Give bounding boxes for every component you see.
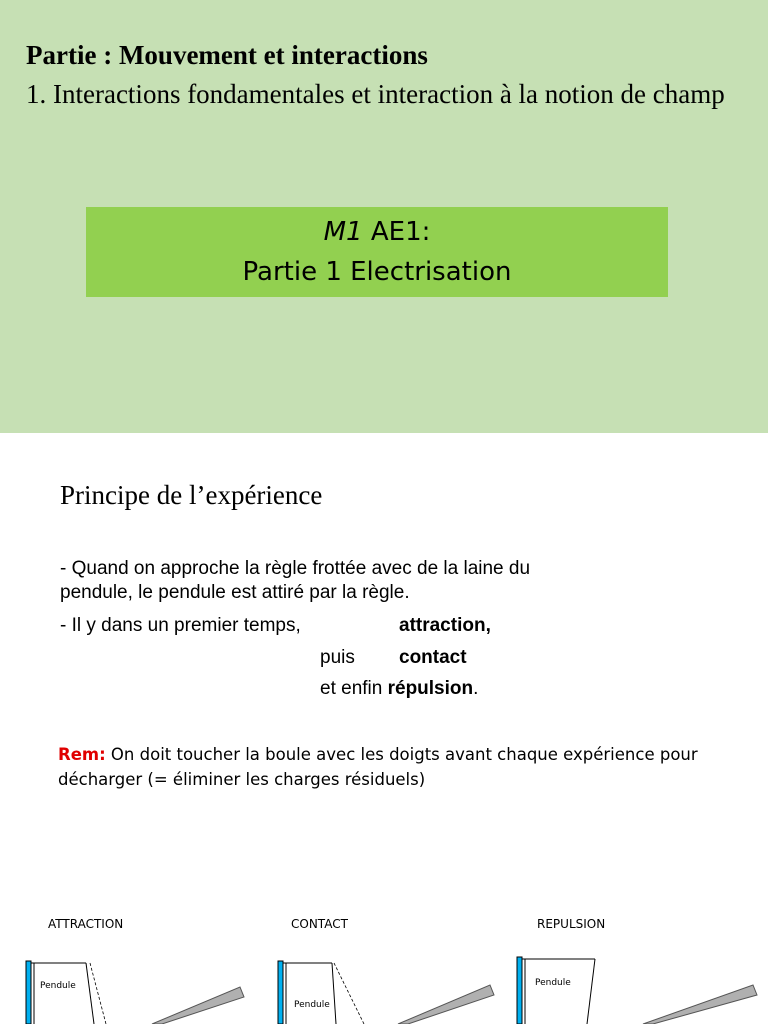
contact-word: contact — [399, 647, 467, 668]
et-enfin-word: et enfin — [320, 678, 383, 699]
attraction-word: attraction, — [399, 615, 491, 636]
repulsion-diagram — [515, 955, 768, 1024]
pendulum-thread — [86, 963, 94, 1024]
activity-subtitle: Partie 1 Electrisation — [242, 257, 512, 287]
principe-title: Principe de l’expérience — [60, 480, 323, 510]
contact-diagram — [274, 955, 504, 1024]
repulsion-word: répulsion — [387, 678, 474, 699]
rubbed-ruler — [152, 987, 244, 1024]
pendulum-label: Pendule — [40, 981, 76, 991]
stand-post — [26, 961, 31, 1024]
remark-label: Rem: — [58, 745, 106, 764]
stand-post — [278, 961, 283, 1024]
part-title: Partie : Mouvement et interactions — [26, 40, 428, 70]
attraction-diagram — [24, 955, 254, 1024]
rubbed-ruler — [643, 985, 757, 1024]
remark-text: On doit toucher la boule avec les doigts avant chaque expérience pour décharger (= éliminer les charges résiduels) — [58, 745, 698, 789]
diagram-label-contact: CONTACT — [291, 917, 348, 931]
activity-code: AE1: — [362, 217, 431, 247]
repulsion-line — [320, 678, 478, 700]
pendulum-label: Pendule — [294, 1000, 330, 1010]
pendulum-label: Pendule — [535, 978, 571, 988]
principe-paragraph — [60, 557, 710, 605]
chapter-title: 1. Interactions fondamentales et interaction à la notion de champ — [26, 79, 725, 109]
stand-post — [517, 957, 522, 1024]
pendulum-thread — [332, 963, 336, 1024]
line2-prefix: - Il y dans un premier temps, — [60, 615, 301, 636]
principe-line1-start: - Quand on approche la règle frottée avec de la laine du — [60, 558, 531, 579]
module-code: M1 — [323, 217, 363, 247]
diagram-label-repulsion: REPULSION — [537, 917, 606, 931]
period: . — [473, 678, 479, 699]
activity-code-line — [324, 212, 431, 252]
pendulum-thread — [587, 959, 595, 1024]
principe-line1-end: pendule, le pendule est attiré par la règle. — [60, 582, 410, 603]
title-slide — [0, 0, 768, 433]
diagram-label-attraction: ATTRACTION — [48, 917, 124, 931]
activity-box — [86, 207, 668, 297]
remark — [58, 742, 748, 792]
puis-word: puis — [320, 647, 355, 668]
rubbed-ruler — [398, 985, 494, 1024]
